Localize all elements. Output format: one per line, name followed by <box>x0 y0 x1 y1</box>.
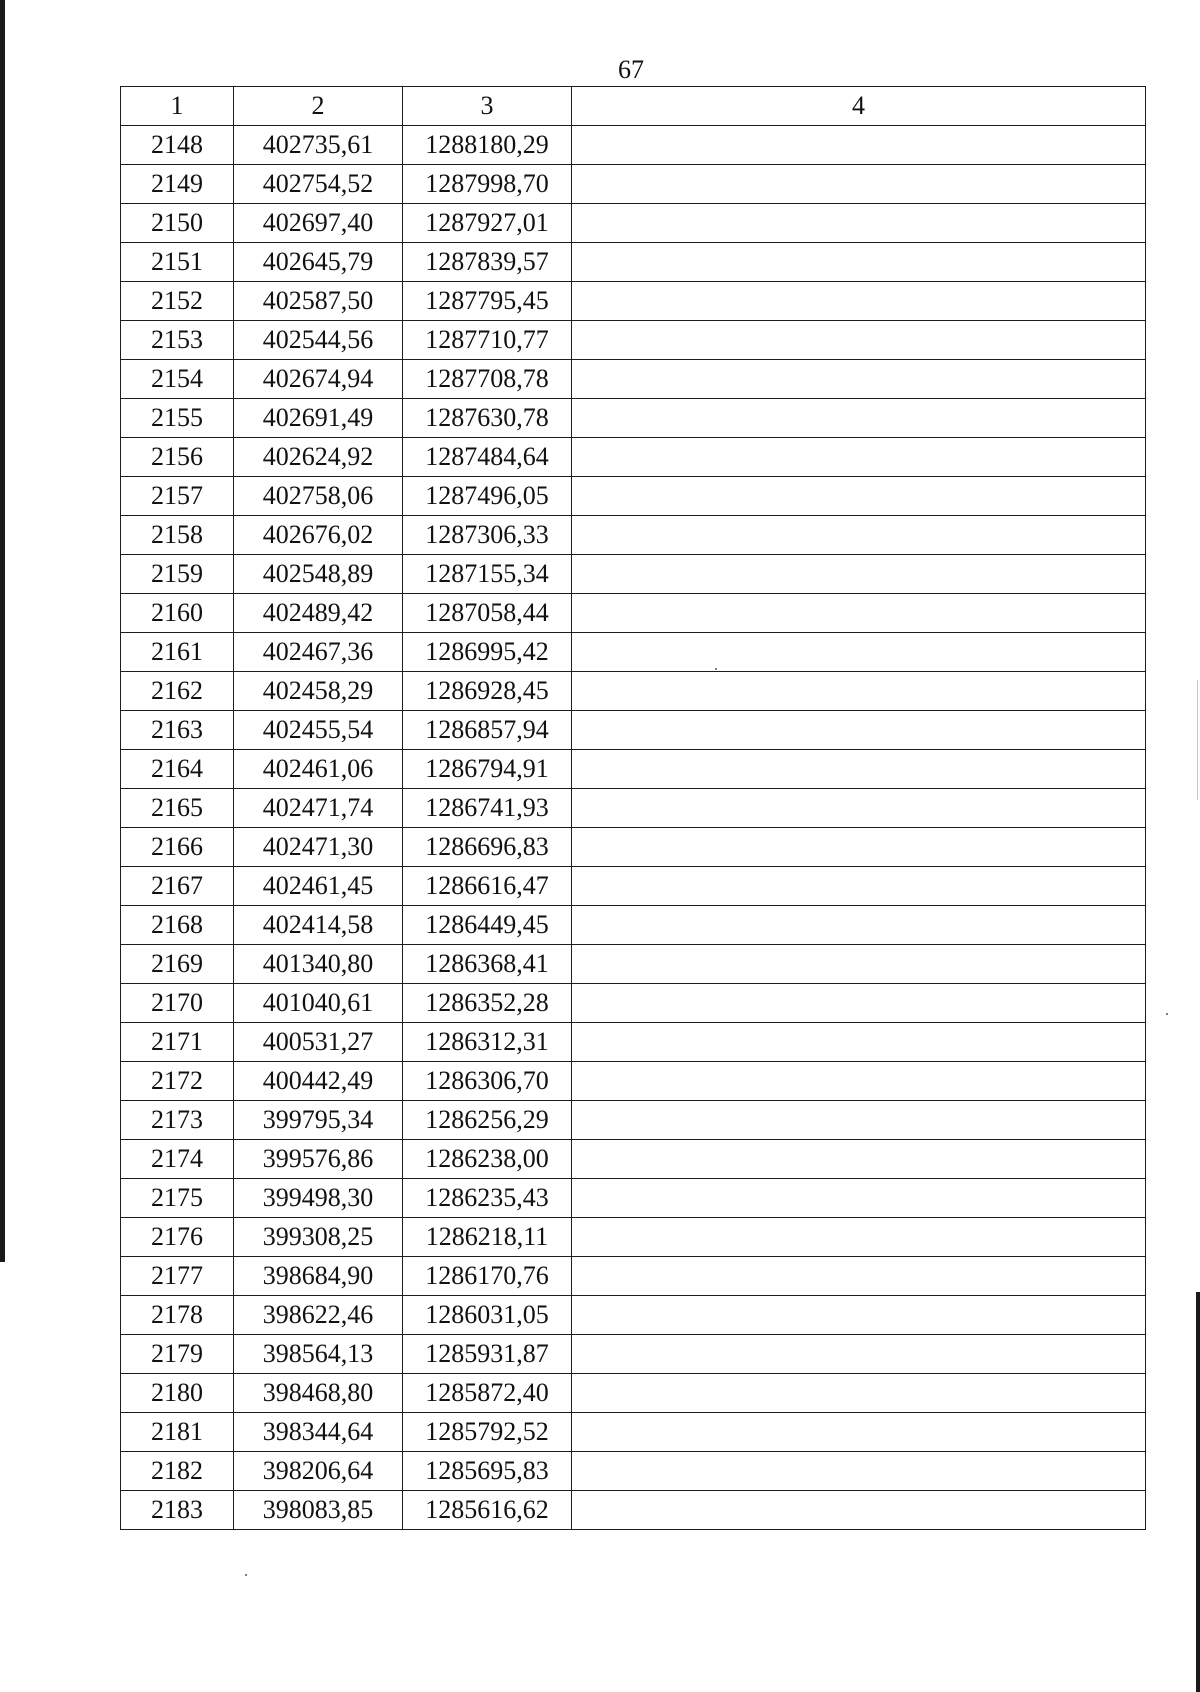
coordinates-table <box>120 86 1146 1530</box>
y-coordinate-cell: 1287484,64 <box>403 438 572 477</box>
y-coordinate-cell: 1286449,45 <box>403 906 572 945</box>
y-coordinate-cell: 1286256,29 <box>403 1101 572 1140</box>
x-coordinate-cell: 398206,64 <box>234 1452 403 1491</box>
note-cell <box>572 1140 1146 1179</box>
y-coordinate-cell: 1287927,01 <box>403 204 572 243</box>
note-cell <box>572 243 1146 282</box>
note-cell <box>572 1374 1146 1413</box>
point-number-cell: 2177 <box>121 1257 234 1296</box>
y-coordinate-cell: 1286857,94 <box>403 711 572 750</box>
header-col-1: 1 <box>121 87 234 126</box>
x-coordinate-cell: 402414,58 <box>234 906 403 945</box>
y-coordinate-cell: 1287998,70 <box>403 165 572 204</box>
x-coordinate-cell: 402697,40 <box>234 204 403 243</box>
note-cell <box>572 1452 1146 1491</box>
y-coordinate-cell: 1285931,87 <box>403 1335 572 1374</box>
scan-edge-right <box>1196 1292 1200 1692</box>
y-coordinate-cell: 1286218,11 <box>403 1218 572 1257</box>
note-cell <box>572 984 1146 1023</box>
table-row <box>121 867 1146 906</box>
table-row <box>121 399 1146 438</box>
note-cell <box>572 477 1146 516</box>
point-number-cell: 2166 <box>121 828 234 867</box>
table-body <box>121 126 1146 1530</box>
note-cell <box>572 1218 1146 1257</box>
y-coordinate-cell: 1286616,47 <box>403 867 572 906</box>
point-number-cell: 2179 <box>121 1335 234 1374</box>
point-number-cell: 2160 <box>121 594 234 633</box>
x-coordinate-cell: 400442,49 <box>234 1062 403 1101</box>
scan-edge-left <box>0 0 5 1262</box>
table-row <box>121 1296 1146 1335</box>
y-coordinate-cell: 1287630,78 <box>403 399 572 438</box>
note-cell <box>572 1062 1146 1101</box>
note-cell <box>572 1413 1146 1452</box>
x-coordinate-cell: 402461,45 <box>234 867 403 906</box>
point-number-cell: 2151 <box>121 243 234 282</box>
x-coordinate-cell: 399795,34 <box>234 1101 403 1140</box>
table-row <box>121 789 1146 828</box>
y-coordinate-cell: 1287710,77 <box>403 321 572 360</box>
x-coordinate-cell: 402461,06 <box>234 750 403 789</box>
y-coordinate-cell: 1285695,83 <box>403 1452 572 1491</box>
point-number-cell: 2162 <box>121 672 234 711</box>
y-coordinate-cell: 1285792,52 <box>403 1413 572 1452</box>
y-coordinate-cell: 1286794,91 <box>403 750 572 789</box>
x-coordinate-cell: 402467,36 <box>234 633 403 672</box>
note-cell <box>572 1296 1146 1335</box>
table-row <box>121 750 1146 789</box>
x-coordinate-cell: 402587,50 <box>234 282 403 321</box>
point-number-cell: 2181 <box>121 1413 234 1452</box>
point-number-cell: 2180 <box>121 1374 234 1413</box>
x-coordinate-cell: 402471,74 <box>234 789 403 828</box>
note-cell <box>572 1023 1146 1062</box>
note-cell <box>572 945 1146 984</box>
table-row <box>121 828 1146 867</box>
x-coordinate-cell: 402471,30 <box>234 828 403 867</box>
note-cell <box>572 711 1146 750</box>
table-row <box>121 165 1146 204</box>
table-row <box>121 438 1146 477</box>
table-row <box>121 906 1146 945</box>
y-coordinate-cell: 1287155,34 <box>403 555 572 594</box>
point-number-cell: 2173 <box>121 1101 234 1140</box>
point-number-cell: 2163 <box>121 711 234 750</box>
table-row <box>121 672 1146 711</box>
point-number-cell: 2157 <box>121 477 234 516</box>
point-number-cell: 2174 <box>121 1140 234 1179</box>
y-coordinate-cell: 1286928,45 <box>403 672 572 711</box>
x-coordinate-cell: 402458,29 <box>234 672 403 711</box>
table-row <box>121 1452 1146 1491</box>
table-row <box>121 1413 1146 1452</box>
note-cell <box>572 321 1146 360</box>
table-row <box>121 711 1146 750</box>
point-number-cell: 2148 <box>121 126 234 165</box>
y-coordinate-cell: 1286238,00 <box>403 1140 572 1179</box>
y-coordinate-cell: 1286352,28 <box>403 984 572 1023</box>
x-coordinate-cell: 402624,92 <box>234 438 403 477</box>
note-cell <box>572 165 1146 204</box>
note-cell <box>572 1491 1146 1530</box>
y-coordinate-cell: 1287795,45 <box>403 282 572 321</box>
x-coordinate-cell: 398684,90 <box>234 1257 403 1296</box>
point-number-cell: 2170 <box>121 984 234 1023</box>
y-coordinate-cell: 1286741,93 <box>403 789 572 828</box>
x-coordinate-cell: 398564,13 <box>234 1335 403 1374</box>
point-number-cell: 2152 <box>121 282 234 321</box>
point-number-cell: 2175 <box>121 1179 234 1218</box>
note-cell <box>572 672 1146 711</box>
y-coordinate-cell: 1286368,41 <box>403 945 572 984</box>
y-coordinate-cell: 1287839,57 <box>403 243 572 282</box>
x-coordinate-cell: 402548,89 <box>234 555 403 594</box>
note-cell <box>572 282 1146 321</box>
y-coordinate-cell: 1286312,31 <box>403 1023 572 1062</box>
table-row <box>121 1179 1146 1218</box>
y-coordinate-cell: 1286235,43 <box>403 1179 572 1218</box>
table-row <box>121 243 1146 282</box>
point-number-cell: 2158 <box>121 516 234 555</box>
table-row <box>121 204 1146 243</box>
x-coordinate-cell: 398622,46 <box>234 1296 403 1335</box>
note-cell <box>572 594 1146 633</box>
note-cell <box>572 1335 1146 1374</box>
y-coordinate-cell: 1286696,83 <box>403 828 572 867</box>
y-coordinate-cell: 1286995,42 <box>403 633 572 672</box>
table-row <box>121 360 1146 399</box>
point-number-cell: 2182 <box>121 1452 234 1491</box>
x-coordinate-cell: 402676,02 <box>234 516 403 555</box>
point-number-cell: 2172 <box>121 1062 234 1101</box>
point-number-cell: 2165 <box>121 789 234 828</box>
note-cell <box>572 906 1146 945</box>
table-row <box>121 1335 1146 1374</box>
note-cell <box>572 867 1146 906</box>
y-coordinate-cell: 1285616,62 <box>403 1491 572 1530</box>
table-row <box>121 282 1146 321</box>
table-row <box>121 477 1146 516</box>
y-coordinate-cell: 1287058,44 <box>403 594 572 633</box>
note-cell <box>572 555 1146 594</box>
table-row <box>121 984 1146 1023</box>
point-number-cell: 2167 <box>121 867 234 906</box>
header-col-3: 3 <box>403 87 572 126</box>
point-number-cell: 2159 <box>121 555 234 594</box>
x-coordinate-cell: 398083,85 <box>234 1491 403 1530</box>
point-number-cell: 2183 <box>121 1491 234 1530</box>
scan-speck <box>1166 1013 1168 1015</box>
table-row <box>121 321 1146 360</box>
y-coordinate-cell: 1286306,70 <box>403 1062 572 1101</box>
note-cell <box>572 438 1146 477</box>
scan-mark-right <box>1197 680 1198 800</box>
header-row <box>121 87 1146 126</box>
point-number-cell: 2161 <box>121 633 234 672</box>
y-coordinate-cell: 1288180,29 <box>403 126 572 165</box>
x-coordinate-cell: 402544,56 <box>234 321 403 360</box>
y-coordinate-cell: 1287306,33 <box>403 516 572 555</box>
y-coordinate-cell: 1287496,05 <box>403 477 572 516</box>
x-coordinate-cell: 402758,06 <box>234 477 403 516</box>
note-cell <box>572 204 1146 243</box>
table-row <box>121 633 1146 672</box>
table-row <box>121 1062 1146 1101</box>
x-coordinate-cell: 399498,30 <box>234 1179 403 1218</box>
table-row <box>121 1101 1146 1140</box>
x-coordinate-cell: 398344,64 <box>234 1413 403 1452</box>
scan-speck <box>715 668 717 670</box>
x-coordinate-cell: 399576,86 <box>234 1140 403 1179</box>
note-cell <box>572 516 1146 555</box>
note-cell <box>572 633 1146 672</box>
header-col-2: 2 <box>234 87 403 126</box>
x-coordinate-cell: 402735,61 <box>234 126 403 165</box>
note-cell <box>572 360 1146 399</box>
note-cell <box>572 1179 1146 1218</box>
point-number-cell: 2169 <box>121 945 234 984</box>
table-row <box>121 555 1146 594</box>
table-row <box>121 126 1146 165</box>
note-cell <box>572 399 1146 438</box>
x-coordinate-cell: 398468,80 <box>234 1374 403 1413</box>
x-coordinate-cell: 402754,52 <box>234 165 403 204</box>
x-coordinate-cell: 402489,42 <box>234 594 403 633</box>
x-coordinate-cell: 399308,25 <box>234 1218 403 1257</box>
scan-speck <box>245 1574 247 1576</box>
y-coordinate-cell: 1287708,78 <box>403 360 572 399</box>
x-coordinate-cell: 402645,79 <box>234 243 403 282</box>
note-cell <box>572 789 1146 828</box>
table-row <box>121 1491 1146 1530</box>
note-cell <box>572 828 1146 867</box>
table-row <box>121 1374 1146 1413</box>
note-cell <box>572 126 1146 165</box>
x-coordinate-cell: 402674,94 <box>234 360 403 399</box>
note-cell <box>572 1101 1146 1140</box>
note-cell <box>572 750 1146 789</box>
table-row <box>121 594 1146 633</box>
table-row <box>121 516 1146 555</box>
point-number-cell: 2178 <box>121 1296 234 1335</box>
point-number-cell: 2156 <box>121 438 234 477</box>
note-cell <box>572 1257 1146 1296</box>
point-number-cell: 2176 <box>121 1218 234 1257</box>
point-number-cell: 2149 <box>121 165 234 204</box>
header-col-4: 4 <box>572 87 1146 126</box>
point-number-cell: 2171 <box>121 1023 234 1062</box>
y-coordinate-cell: 1286170,76 <box>403 1257 572 1296</box>
x-coordinate-cell: 402455,54 <box>234 711 403 750</box>
table-row <box>121 1218 1146 1257</box>
point-number-cell: 2168 <box>121 906 234 945</box>
x-coordinate-cell: 400531,27 <box>234 1023 403 1062</box>
table-row <box>121 1257 1146 1296</box>
y-coordinate-cell: 1285872,40 <box>403 1374 572 1413</box>
table-row <box>121 1023 1146 1062</box>
point-number-cell: 2154 <box>121 360 234 399</box>
point-number-cell: 2150 <box>121 204 234 243</box>
x-coordinate-cell: 401340,80 <box>234 945 403 984</box>
point-number-cell: 2164 <box>121 750 234 789</box>
point-number-cell: 2153 <box>121 321 234 360</box>
table-header <box>121 87 1146 126</box>
x-coordinate-cell: 401040,61 <box>234 984 403 1023</box>
table-row <box>121 945 1146 984</box>
y-coordinate-cell: 1286031,05 <box>403 1296 572 1335</box>
x-coordinate-cell: 402691,49 <box>234 399 403 438</box>
page-number: 67 <box>618 55 644 84</box>
point-number-cell: 2155 <box>121 399 234 438</box>
table-row <box>121 1140 1146 1179</box>
